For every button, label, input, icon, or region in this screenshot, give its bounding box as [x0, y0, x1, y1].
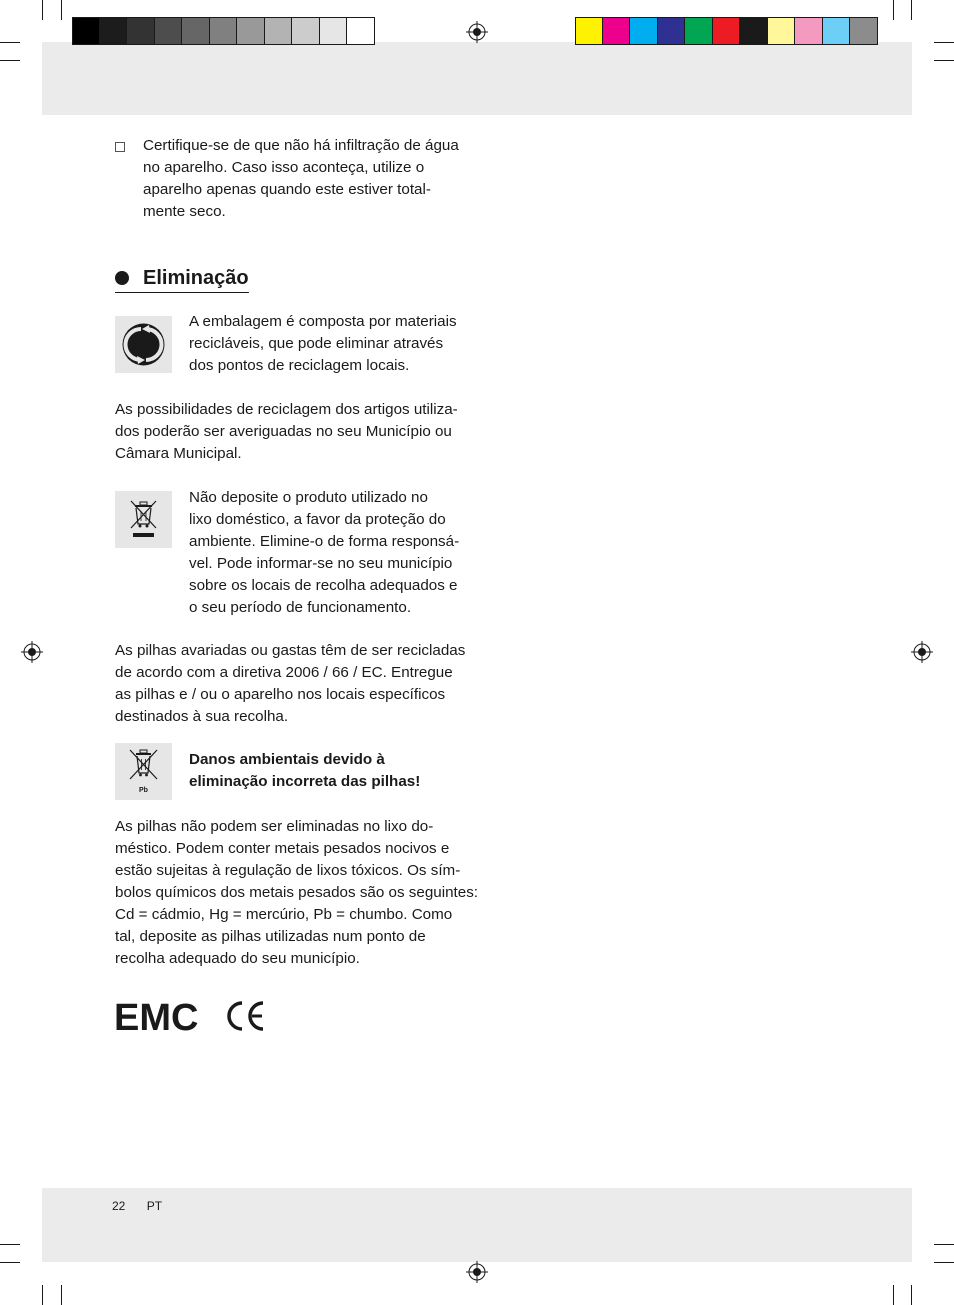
icon-label: Pb [139, 787, 148, 794]
weee-text [189, 487, 459, 619]
text-line: mente seco. [143, 203, 226, 220]
paragraph-heavy-metals [115, 816, 478, 970]
ce-mark-icon [223, 999, 267, 1033]
text-line: recolha adequado do seu município. [115, 950, 360, 967]
crop-mark [934, 1262, 954, 1263]
text-line: Cd = cádmio, Hg = mercúrio, Pb = chumbo. Como [115, 906, 453, 923]
battery-warning [189, 749, 420, 793]
crop-mark [0, 1244, 20, 1245]
text-line: estão sujeitas à regulação de lixos tóxicos. Os sím- [115, 862, 461, 879]
text-line: méstico. Podem conter metais pesados nocivos e [115, 840, 450, 857]
text-line: tal, deposite as pilhas utilizadas num ponto de [115, 928, 426, 945]
language-code: PT [146, 1199, 163, 1213]
color-swatch [575, 17, 603, 45]
text-line: vel. Pode informar-se no seu município [189, 555, 453, 572]
color-swatch [740, 17, 768, 45]
text-line: no aparelho. Caso isso aconteça, utilize o [143, 159, 425, 176]
text-line: As pilhas avariadas ou gastas têm de ser recicladas [115, 642, 466, 659]
page-footer [112, 1199, 162, 1213]
crop-mark [911, 0, 912, 20]
text-line: o seu período de funcionamento. [189, 599, 412, 616]
emc-mark: EMC [114, 997, 199, 1039]
text-line: Câmara Municipal. [115, 445, 242, 462]
crop-mark [934, 42, 954, 43]
color-swatch [320, 17, 348, 45]
paragraph-recycling-info [115, 399, 458, 465]
crossed-battery-bin-icon [115, 743, 172, 800]
color-swatch [347, 17, 375, 45]
text-line: As pilhas não podem ser eliminadas no lixo do- [115, 818, 434, 835]
text-line: ambiente. Elimine-o de forma responsá- [189, 533, 460, 550]
bullet-dot-icon [115, 271, 129, 285]
intro-text [143, 135, 459, 223]
color-swatch [795, 17, 823, 45]
text-line: as pilhas e / ou o aparelho nos locais específicos [115, 686, 446, 703]
registration-mark-icon [466, 1261, 488, 1283]
section-heading [115, 264, 249, 293]
color-swatch [72, 17, 100, 45]
crop-mark [934, 60, 954, 61]
color-swatch [713, 17, 741, 45]
checkbox-icon [115, 142, 125, 152]
text-line: dos pontos de reciclagem locais. [189, 357, 410, 374]
text-line: aparelho apenas quando este estiver total- [143, 181, 431, 198]
page-number: 22 [112, 1199, 126, 1213]
text-line: dos poderão ser averiguadas no seu Município ou [115, 423, 452, 440]
crop-mark [42, 0, 43, 20]
crop-mark [0, 60, 20, 61]
color-swatch [685, 17, 713, 45]
process-color-control-strip [575, 17, 878, 47]
text-line: bolos químicos dos metais pesados são os seguintes: [115, 884, 479, 901]
color-swatch [603, 17, 631, 45]
color-swatch [210, 17, 238, 45]
color-swatch [100, 17, 128, 45]
crop-mark [893, 1285, 894, 1305]
text-line: Danos ambientais devido à [189, 751, 385, 768]
top-print-band [42, 42, 912, 115]
registration-mark-icon [21, 641, 43, 663]
color-swatch [850, 17, 878, 45]
text-line: A embalagem é composta por materiais [189, 313, 457, 330]
text-line: lixo doméstico, a favor da proteção do [189, 511, 446, 528]
crop-mark [934, 1244, 954, 1245]
crossed-bin-icon [115, 491, 172, 548]
bottom-print-band [42, 1188, 912, 1262]
green-dot-recycling-icon [115, 316, 172, 373]
color-swatch [823, 17, 851, 45]
color-swatch [155, 17, 183, 45]
crop-mark [61, 1285, 62, 1305]
section-title: Eliminação [143, 266, 249, 289]
registration-mark-icon [911, 641, 933, 663]
paragraph-battery-directive [115, 640, 465, 728]
color-swatch [237, 17, 265, 45]
crop-mark [42, 1285, 43, 1305]
color-swatch [265, 17, 293, 45]
crop-mark [0, 42, 20, 43]
crop-mark [893, 0, 894, 20]
crop-mark [0, 1262, 20, 1263]
text-line: sobre os locais de recolha adequados e [189, 577, 458, 594]
color-swatch [127, 17, 155, 45]
crop-mark [61, 0, 62, 20]
text-line: recicláveis, que pode eliminar através [189, 335, 444, 352]
text-line: As possibilidades de reciclagem dos artigos utiliza- [115, 401, 458, 418]
text-line: destinados à sua recolha. [115, 708, 289, 725]
text-line: eliminação incorreta das pilhas! [189, 773, 421, 790]
color-swatch [630, 17, 658, 45]
recycle-text [189, 311, 457, 377]
grayscale-control-strip [72, 17, 375, 47]
color-swatch [768, 17, 796, 45]
registration-mark-icon [466, 21, 488, 43]
color-swatch [182, 17, 210, 45]
text-line: Não deposite o produto utilizado no [189, 489, 428, 506]
color-swatch [658, 17, 686, 45]
color-swatch [292, 17, 320, 45]
crop-mark [911, 1285, 912, 1305]
text-line: de acordo com a diretiva 2006 / 66 / EC. Entregue [115, 664, 453, 681]
text-line: Certifique-se de que não há infiltração de água [143, 137, 459, 154]
